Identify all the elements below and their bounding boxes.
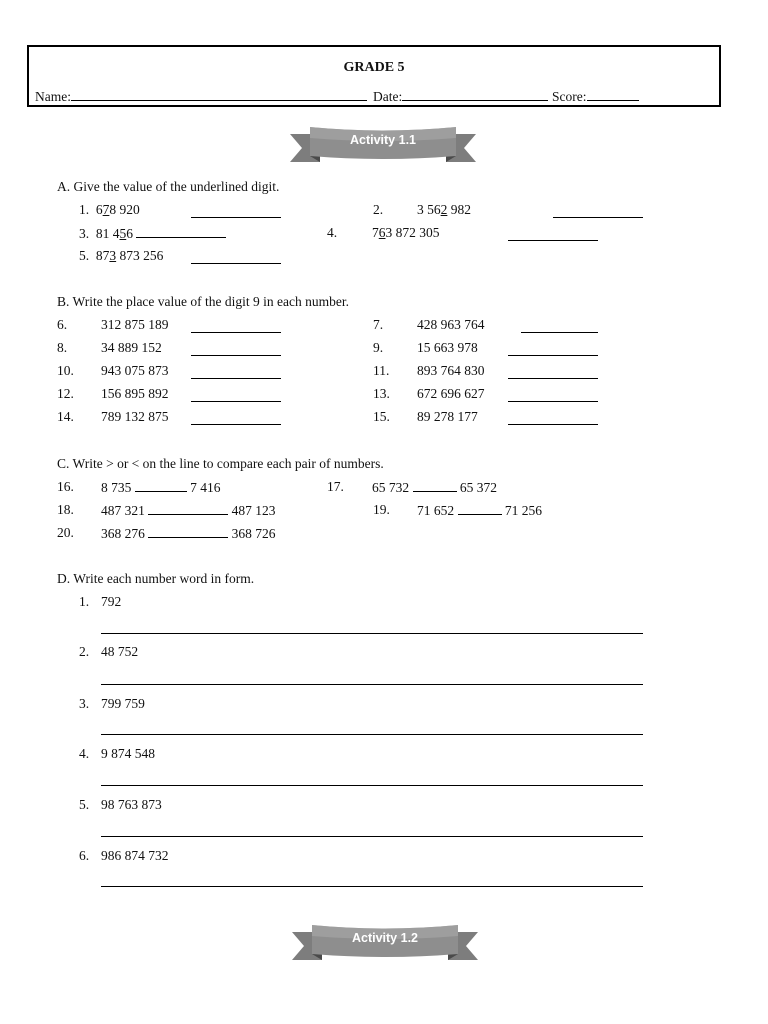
item-number: 1.: [79, 594, 90, 609]
item-number: 18.: [57, 502, 74, 517]
answer-line[interactable]: [136, 225, 226, 238]
list-item-value: 763 872 305: [372, 225, 440, 240]
item-value: 15 663 978: [417, 340, 478, 355]
answer-line[interactable]: [508, 424, 598, 425]
item-number: 12.: [57, 386, 74, 401]
score-label: Score:: [552, 89, 587, 104]
item-value: 672 696 627: [417, 386, 485, 401]
item-number: 17.: [327, 479, 344, 494]
answer-line[interactable]: [521, 332, 598, 333]
name-field[interactable]: [71, 88, 367, 101]
item-number: 8.: [57, 340, 68, 355]
item-value: 428 963 764: [417, 317, 485, 332]
list-item: 4.: [327, 225, 338, 240]
item-value: 312 875 189: [101, 317, 169, 332]
answer-line[interactable]: [508, 240, 598, 241]
list-item: 1. 678 920: [79, 202, 140, 217]
answer-line[interactable]: [191, 424, 281, 425]
item-number: 6.: [57, 317, 68, 332]
compare-item: 8 735 7 416: [101, 480, 221, 495]
item-value: 9 874 548: [101, 746, 155, 761]
activity-banner-2: [290, 922, 480, 962]
item-number: 9.: [373, 340, 384, 355]
item-number: 19.: [373, 502, 390, 517]
answer-line[interactable]: [191, 217, 281, 218]
item-value: 89 278 177: [417, 409, 478, 424]
list-item: 3. 81 456: [79, 225, 226, 241]
answer-line[interactable]: [101, 633, 643, 634]
answer-line[interactable]: [101, 684, 643, 685]
activity-banner-1: [288, 124, 478, 164]
answer-line[interactable]: [191, 332, 281, 333]
compare-item: 368 276 368 726: [101, 526, 276, 541]
activity-title-2: Activity 1.2: [351, 931, 418, 945]
item-value: 34 889 152: [101, 340, 162, 355]
answer-line[interactable]: [101, 836, 643, 837]
item-number: 3.: [79, 696, 90, 711]
item-value: 156 895 892: [101, 386, 169, 401]
answer-line[interactable]: [148, 525, 228, 538]
item-value: 792: [101, 594, 122, 609]
section-a-title: A. Give the value of the underlined digit.: [57, 179, 280, 194]
list-item: 2.: [373, 202, 384, 217]
answer-line[interactable]: [135, 479, 187, 492]
item-number: 5.: [79, 797, 90, 812]
answer-line[interactable]: [191, 401, 281, 402]
answer-line[interactable]: [458, 502, 502, 515]
score-row: [552, 88, 639, 104]
item-number: 10.: [57, 363, 74, 378]
answer-line[interactable]: [148, 502, 228, 515]
answer-line[interactable]: [508, 401, 598, 402]
compare-item: 71 652 71 256: [417, 503, 542, 518]
answer-line[interactable]: [101, 734, 643, 735]
date-label: Date:: [373, 89, 403, 104]
compare-item: 65 732 65 372: [372, 480, 497, 495]
section-b-title: B. Write the place value of the digit 9 in each number.: [57, 294, 349, 309]
item-number: 14.: [57, 409, 74, 424]
answer-line[interactable]: [553, 217, 643, 218]
section-d-title: D. Write each number word in form.: [57, 571, 255, 586]
item-number: 2.: [79, 644, 90, 659]
item-value: 893 764 830: [417, 363, 485, 378]
item-value: 799 759: [101, 696, 145, 711]
item-number: 20.: [57, 525, 74, 540]
compare-item: 487 321 487 123: [101, 503, 276, 518]
item-value: 48 752: [101, 644, 139, 659]
answer-line[interactable]: [101, 886, 643, 887]
item-number: 6.: [79, 848, 90, 863]
item-value: 943 075 873: [101, 363, 169, 378]
activity-title-1: Activity 1.1: [349, 133, 416, 147]
item-value: 789 132 875: [101, 409, 169, 424]
answer-line[interactable]: [191, 378, 281, 379]
name-label: Name:: [35, 89, 71, 104]
worksheet-header: [27, 45, 721, 107]
list-item-value: 3 562 982: [417, 202, 471, 217]
grade-title: GRADE 5: [343, 60, 405, 75]
answer-line[interactable]: [413, 479, 457, 492]
date-row: [373, 88, 548, 104]
answer-line[interactable]: [101, 785, 643, 786]
list-item: 5. 873 873 256: [79, 248, 164, 263]
item-value: 98 763 873: [101, 797, 162, 812]
item-number: 11.: [373, 363, 390, 378]
answer-line[interactable]: [508, 378, 598, 379]
score-field[interactable]: [587, 88, 639, 101]
item-number: 4.: [79, 746, 90, 761]
answer-line[interactable]: [191, 263, 281, 264]
section-c-title: C. Write > or < on the line to compare each pair of numbers.: [57, 456, 384, 471]
answer-line[interactable]: [508, 355, 598, 356]
item-number: 13.: [373, 386, 390, 401]
item-number: 16.: [57, 479, 74, 494]
item-value: 986 874 732: [101, 848, 169, 863]
answer-line[interactable]: [191, 355, 281, 356]
item-number: 15.: [373, 409, 390, 424]
date-field[interactable]: [402, 88, 548, 101]
item-number: 7.: [373, 317, 384, 332]
name-row: [35, 88, 367, 104]
